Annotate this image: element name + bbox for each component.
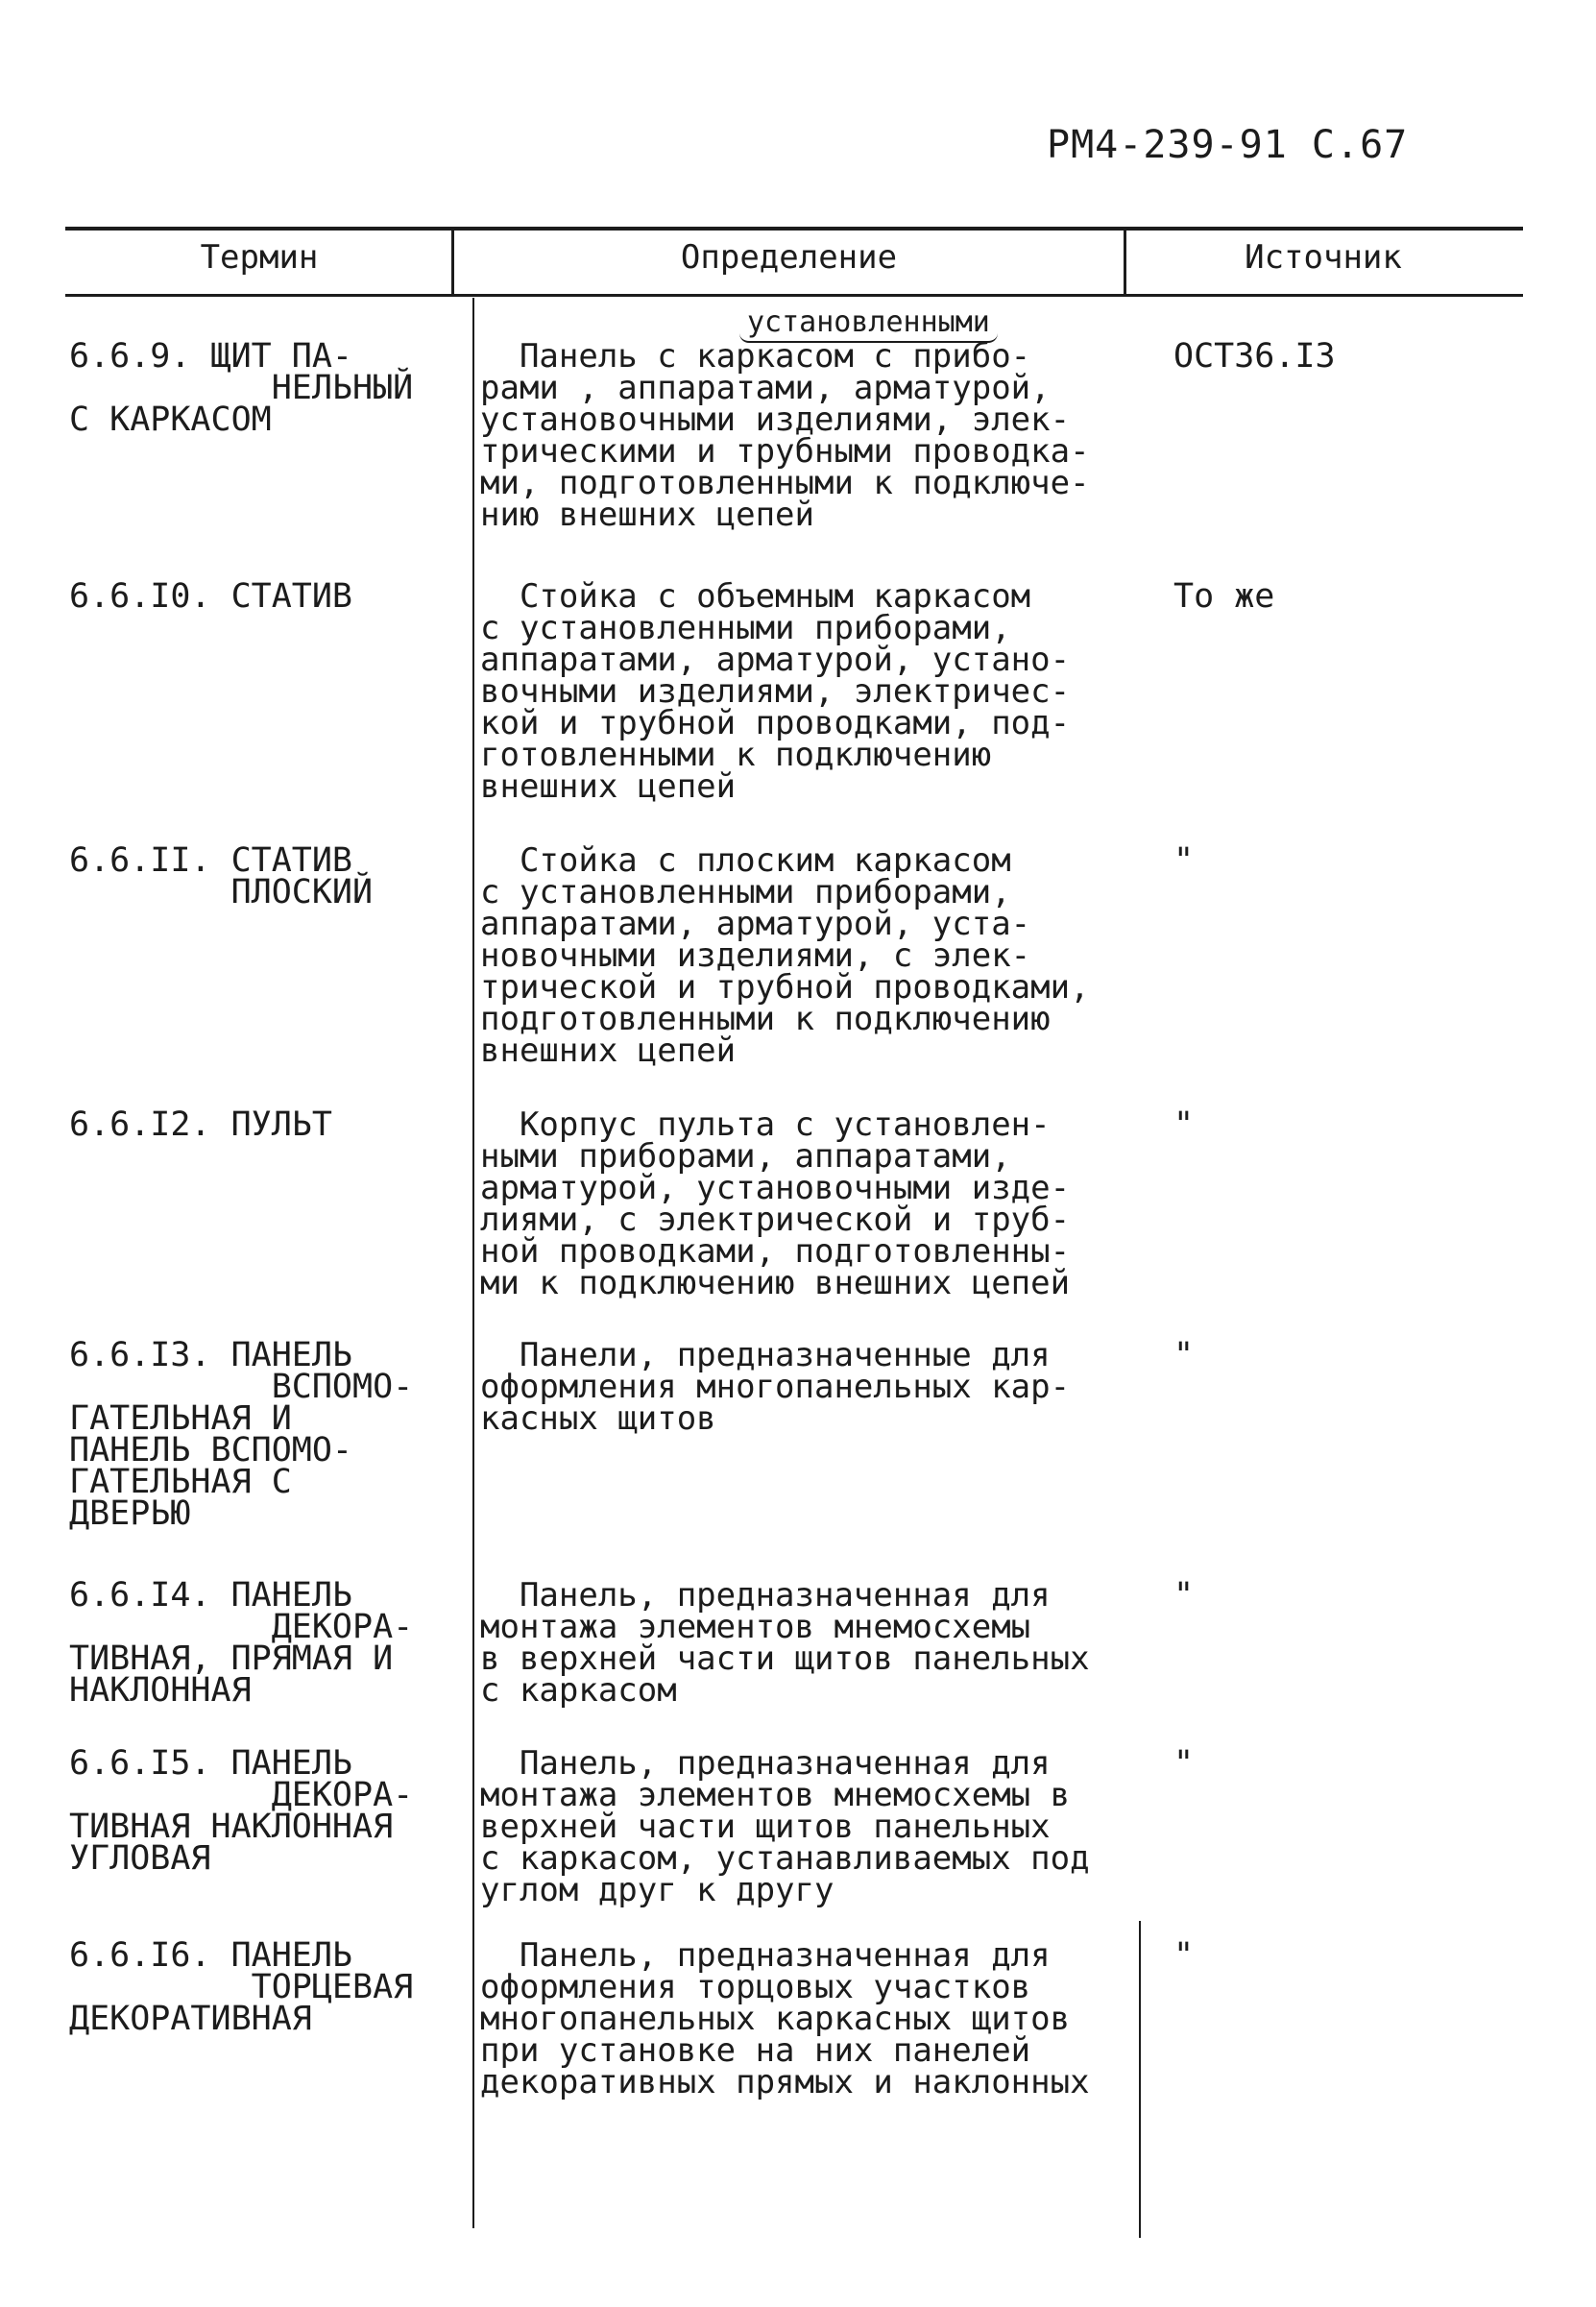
table-top-rule — [65, 227, 1523, 231]
term-cell: 6.6.II. СТАТИВ ПЛОСКИЙ — [69, 841, 374, 911]
definition-cell: Панель, предназначенная для монтажа элементов мнемосхемы в верхней части щитов панельных с каркасом — [480, 1576, 1090, 1710]
source-cell: ОСТ36.I3 — [1173, 337, 1336, 376]
term-cell: 6.6.I5. ПАНЕЛЬ ДЕКОРА- ТИВНАЯ НАКЛОННАЯ УГЛОВАЯ — [69, 1744, 414, 1878]
column-header-source: Источник — [1245, 238, 1402, 277]
source-cell: То же — [1173, 577, 1275, 616]
definition-cell: Корпус пульта с установлен- ными приборами, аппаратами, арматурой, установочными изде- лиями, с электрической и труб- ной проводками, подготовленны- ми к подключению внешних цепей — [480, 1105, 1071, 1302]
page-code: РМ4-239-91 С.67 — [1047, 123, 1409, 167]
definition-cell: Стойка с объемным каркасом с установленными приборами, аппаратами, арматурой, устано- вочными изделиями, электричес- кой и трубной проводками, под- готовленными к подключению внешних цепей — [480, 577, 1071, 806]
term-cell: 6.6.9. ЩИТ ПА- НЕЛЬНЫЙ С КАРКАСОМ — [69, 337, 414, 439]
table-header-rule — [65, 294, 1523, 297]
definition-cell: Панель, предназначенная для монтажа элементов мнемосхемы в верхней части щитов панельных с каркасом, устанавливаемых под углом друг к другу — [480, 1744, 1090, 1909]
body-divider-1 — [472, 298, 474, 2228]
handwritten-insertion: установленными — [739, 305, 998, 343]
term-cell: 6.6.I2. ПУЛЬТ — [69, 1105, 332, 1144]
source-cell: " — [1173, 1336, 1195, 1374]
term-cell: 6.6.I6. ПАНЕЛЬ ТОРЦЕВАЯ ДЕКОРАТИВНАЯ — [69, 1936, 414, 2038]
term-cell: 6.6.I4. ПАНЕЛЬ ДЕКОРА- ТИВНАЯ, ПРЯМАЯ И НАКЛОННАЯ — [69, 1576, 414, 1710]
column-header-definition: Определение — [680, 238, 898, 277]
term-cell: 6.6.I0. СТАТИВ — [69, 577, 353, 616]
definition-cell: Панель, предназначенная для оформления торцовых участков многопанельных каркасных щитов при установке на них панелей декоративных прямых и наклонных — [480, 1936, 1090, 2101]
definition-cell: Панель с каркасом с прибо- рами , аппаратами, арматурой, установочными изделиями, элек- трическими и трубными проводка- ми, подготовленными к подключе- нию внешних цепей — [480, 337, 1090, 534]
column-header-term: Термин — [200, 238, 319, 277]
source-cell: " — [1173, 1936, 1195, 1975]
definition-cell: Стойка с плоским каркасом с установленными приборами, аппаратами, арматурой, уста- новочными изделиями, с элек- трической и трубной проводками, подготовленными к подключению внешних цепей — [480, 841, 1090, 1070]
source-cell: " — [1173, 1105, 1195, 1144]
definition-cell: Панели, предназначенные для оформления многопанельных кар- касных щитов — [480, 1336, 1071, 1438]
source-cell: " — [1173, 1576, 1195, 1615]
source-cell: " — [1173, 841, 1195, 880]
term-cell: 6.6.I3. ПАНЕЛЬ ВСПОМО- ГАТЕЛЬНАЯ И ПАНЕЛЬ ВСПОМО- ГАТЕЛЬНАЯ С ДВЕРЬЮ — [69, 1336, 414, 1533]
source-cell: " — [1173, 1744, 1195, 1783]
